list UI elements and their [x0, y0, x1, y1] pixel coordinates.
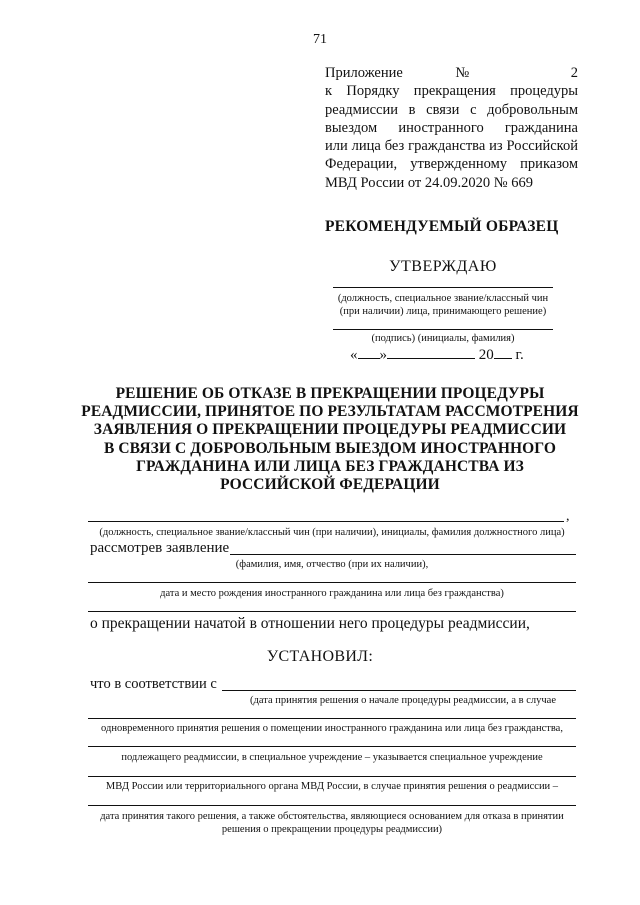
appendix-line: или лица без гражданства из Российской [325, 138, 578, 155]
termination-text: о прекращении начатой в отношении него процедуры реадмиссии, [90, 615, 530, 632]
date-close-quote: » [379, 347, 387, 363]
that-label: что в соответствии с [90, 676, 217, 692]
official-line-comma: , [566, 509, 570, 524]
approver-position-line [333, 287, 553, 288]
applicant-name-hint: (фамилия, имя, отчество (при их наличии), [235, 559, 429, 570]
document-title [80, 385, 580, 494]
page-number: 71 [313, 32, 327, 47]
title-line: РЕШЕНИЕ ОБ ОТКАЗЕ В ПРЕКРАЩЕНИИ ПРОЦЕДУРЫ [115, 385, 545, 402]
approval-date [350, 344, 524, 364]
year-blank [494, 344, 512, 359]
reason-hint: подлежащего реадмиссии, в специальное учреждение – указывается специальное учреждение [121, 752, 543, 763]
approver-position-hint [333, 292, 553, 318]
appendix-reference [325, 64, 578, 192]
official-line [88, 521, 564, 522]
approver-signature-line [333, 329, 553, 330]
appendix-line: реадмиссии в связи с добровольным [325, 101, 578, 118]
reason-line [88, 718, 576, 719]
birth-line [88, 582, 576, 583]
appendix-line: Федерации, утвержденному приказом [325, 156, 578, 173]
reason-line [88, 805, 576, 806]
considered-label: рассмотрев заявление [90, 540, 230, 556]
approval-heading: УТВЕРЖДАЮ [389, 258, 497, 275]
recommended-sample-label: РЕКОМЕНДУЕМЫЙ ОБРАЗЕЦ [325, 218, 559, 235]
year-suffix: г. [515, 347, 524, 363]
appendix-line: к Порядку прекращения процедуры [325, 83, 578, 100]
appendix-line: Приложение № 2 [325, 65, 578, 81]
reason-hint: решения о прекращении процедуры реадмиссии) [221, 824, 443, 835]
reason-line [88, 746, 576, 747]
extra-line [88, 611, 576, 612]
title-line: ЗАЯВЛЕНИЯ О ПРЕКРАЩЕНИИ ПРОЦЕДУРЫ РЕАДМИССИИ [93, 421, 567, 439]
reason-hint: МВД России или территориального органа МВД России, в случае принятия решения о реадмиссии – [105, 781, 559, 792]
official-hint: (должность, специальное звание/классный чин (при наличии), инициалы, фамилия должностного лица) [99, 527, 565, 538]
hint-line: (должность, специальное звание/классный чин [337, 293, 549, 304]
established-heading: УСТАНОВИЛ: [266, 648, 374, 665]
date-open-quote: « [350, 347, 358, 363]
reason-hint: одновременного принятия решения о помещении иностранного гражданина или лица без гражданства, [101, 723, 563, 734]
title-line: ГРАЖДАНИНА ИЛИ ЛИЦА БЕЗ ГРАЖДАНСТВА ИЗ [136, 457, 524, 475]
title-line: РЕАДМИССИИ, ПРИНЯТОЕ ПО РЕЗУЛЬТАТАМ РАССМОТРЕНИЯ [81, 403, 579, 421]
month-blank [387, 344, 475, 359]
reason-line [88, 776, 576, 777]
reason-hint: (дата принятия решения о начале процедуры реадмиссии, а в случае [250, 695, 556, 706]
reason-line [222, 690, 576, 691]
title-line: РОССИЙСКОЙ ФЕДЕРАЦИИ [220, 476, 440, 494]
appendix-line: выездом иностранного гражданина [325, 119, 578, 136]
day-blank [358, 344, 380, 359]
signature-hint: (подпись) (инициалы, фамилия) [371, 333, 515, 344]
birth-hint: дата и место рождения иностранного гражданина или лица без гражданства) [160, 588, 504, 599]
year-prefix: 20 [478, 347, 494, 363]
appendix-line: МВД России от 24.09.2020 № 669 [325, 174, 533, 191]
title-line: В СВЯЗИ С ДОБРОВОЛЬНЫМ ВЫЕЗДОМ ИНОСТРАННОГО [103, 439, 557, 457]
hint-line: (при наличии) лица, принимающего решение) [339, 306, 547, 317]
applicant-name-line [230, 554, 576, 555]
reason-hint: дата принятия такого решения, а также обстоятельства, являющиеся основанием для отказа в принятии [100, 811, 564, 822]
